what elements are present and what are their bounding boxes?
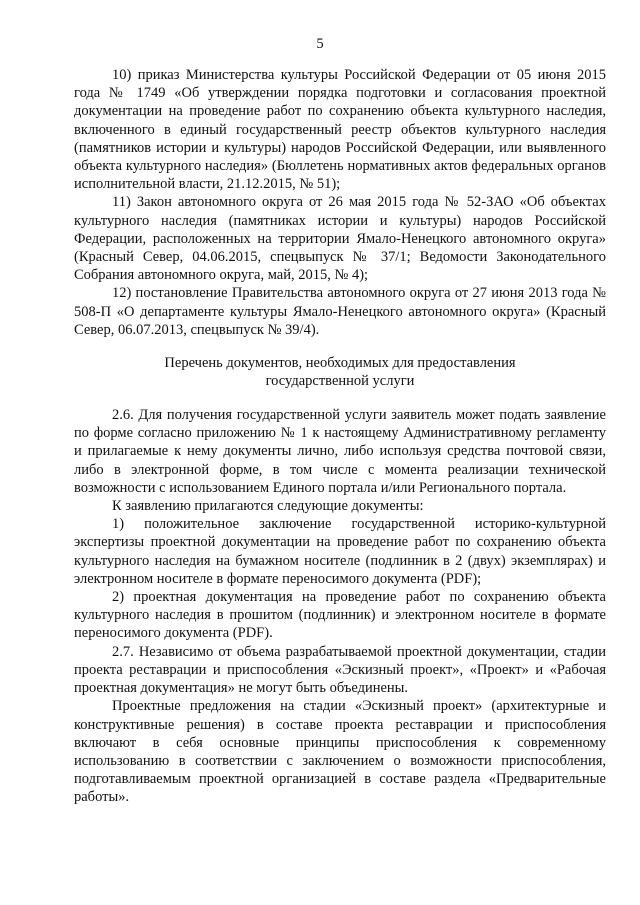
paragraph-sketch-project: Проектные предложения на стадии «Эскизный проект» (архитектурные и конструктивные решения) в составе проекта реставрации и приспособления включают в себя основные принципы приспособления к современному использованию в соответствии с заключением о возможности приспособления, подготавливаемым проектной организацией в составе раздела «Предварительные работы». bbox=[74, 698, 606, 806]
document-body bbox=[74, 66, 606, 807]
paragraph-attachments-intro: К заявлению прилагаются следующие документы: bbox=[112, 498, 424, 515]
section-title-line-1: Перечень документов, необходимых для предоставления bbox=[164, 355, 516, 372]
paragraph-attachment-2: 2) проектная документация на проведение работ по сохранению объекта культурного наследия в прошитом (подлинник) и электронном носителе в формате переносимого документа (PDF). bbox=[74, 589, 606, 642]
paragraph-2-7: 2.7. Независимо от объема разрабатываемой проектной документации, стадии проекта реставрации и приспособления «Эскизный проект», «Проект» и «Рабочая проектная документация» не могут быть объединены. bbox=[74, 643, 606, 697]
section-title-line-2: государственной услуги bbox=[265, 373, 415, 390]
paragraph-2-6: 2.6. Для получения государственной услуги заявитель может подать заявление по форме согласно приложению № 1 к настоящему Административному регламенту и прилагаемые к нему документы лично, либо используя средства почтовой связи, либо в электронной форме, в том числе с момента реализации технической возможности с использованием Единого портала и/или Регионального портала. bbox=[74, 407, 606, 496]
section-title bbox=[74, 354, 606, 390]
paragraph-item-11: 11) Закон автономного округа от 26 мая 2015 года № 52-ЗАО «Об объектах культурного наследия (памятниках истории и культуры) народов Российской Федерации, расположенных на территории Ямало-Ненецкого автономного округа» (Красный Север, 04.06.2015, спецвыпуск № 37/1; Ведомости Законодательного Собрания автономного округа, май, 2015, № 4); bbox=[74, 194, 606, 284]
paragraph-attachment-1: 1) положительное заключение государственной историко-культурной экспертизы проектной документации на проведение работ по сохранению объекта культурного наследия на бумажном носителе (подлинник в 2 (двух) экземплярах) и электронном носителе в формате переносимого документа (PDF); bbox=[74, 516, 606, 587]
page-number: 5 bbox=[316, 36, 324, 52]
paragraph-item-10: 10) приказ Министерства культуры Российской Федерации от 05 июня 2015 года № 1749 «Об утверждении порядка подготовки и согласования проектной документации на проведение работ по сохранению объекта культурного наследия, включенного в единый государственный реестр объектов культурного наследия (памятников истории и культуры) народов Российской Федерации, или выявленного объекта культурного наследия» (Бюллетень нормативных актов федеральных органов исполнительной власти, 21.12.2015, № 51); bbox=[74, 67, 606, 193]
paragraph-item-12: 12) постановление Правительства автономного округа от 27 июня 2013 года № 508-П «О департаменте культуры Ямало-Ненецкого автономного округа» (Красный Север, 06.07.2013, спецвыпуск № 39/4). bbox=[74, 285, 606, 338]
